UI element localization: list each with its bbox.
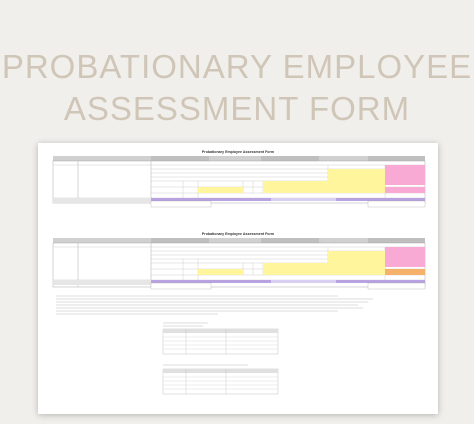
header-cell [261, 238, 319, 243]
section-1-title: Probationary Employee Assessment Form [201, 150, 275, 154]
highlight-purple [271, 198, 336, 201]
highlight-pink [385, 187, 425, 193]
highlight-purple [151, 280, 271, 283]
section-2-title: Probationary Employee Assessment Form [201, 232, 275, 236]
highlight-yellow [198, 187, 243, 193]
spreadsheet-preview [38, 143, 438, 414]
signature-cell [151, 283, 211, 289]
highlight-pink [385, 247, 425, 267]
highlight-yellow [263, 269, 385, 275]
header-cell [261, 156, 319, 161]
highlight-purple [151, 198, 271, 201]
highlight-orange [385, 269, 425, 275]
signature-cell [368, 201, 425, 207]
highlight-purple [336, 198, 425, 201]
highlight-yellow [263, 187, 385, 193]
highlight-yellow [263, 263, 385, 269]
highlight-yellow [328, 169, 385, 181]
banner-title-line-1: PROBATIONARY EMPLOYEE [1, 48, 473, 85]
signature-cell [368, 283, 425, 289]
signature-cell [151, 201, 211, 207]
section-1 [53, 150, 425, 207]
highlight-yellow [198, 269, 243, 275]
header-cell [151, 238, 209, 243]
header-cell [151, 156, 209, 161]
highlight-yellow [263, 181, 385, 187]
spreadsheet-canvas [38, 143, 438, 414]
rating-table-1 [163, 323, 278, 354]
section-2 [53, 232, 425, 289]
note-cell [53, 280, 151, 285]
header-cell [368, 238, 425, 243]
rating-table-2 [163, 365, 278, 394]
header-cell [368, 156, 425, 161]
highlight-purple [271, 280, 336, 283]
note-cell [53, 198, 151, 203]
banner-title-line-2: ASSESSMENT FORM [63, 90, 411, 127]
notes-paragraph [56, 296, 373, 314]
highlight-pink [385, 165, 425, 185]
highlight-yellow [328, 251, 385, 263]
highlight-purple [336, 280, 425, 283]
